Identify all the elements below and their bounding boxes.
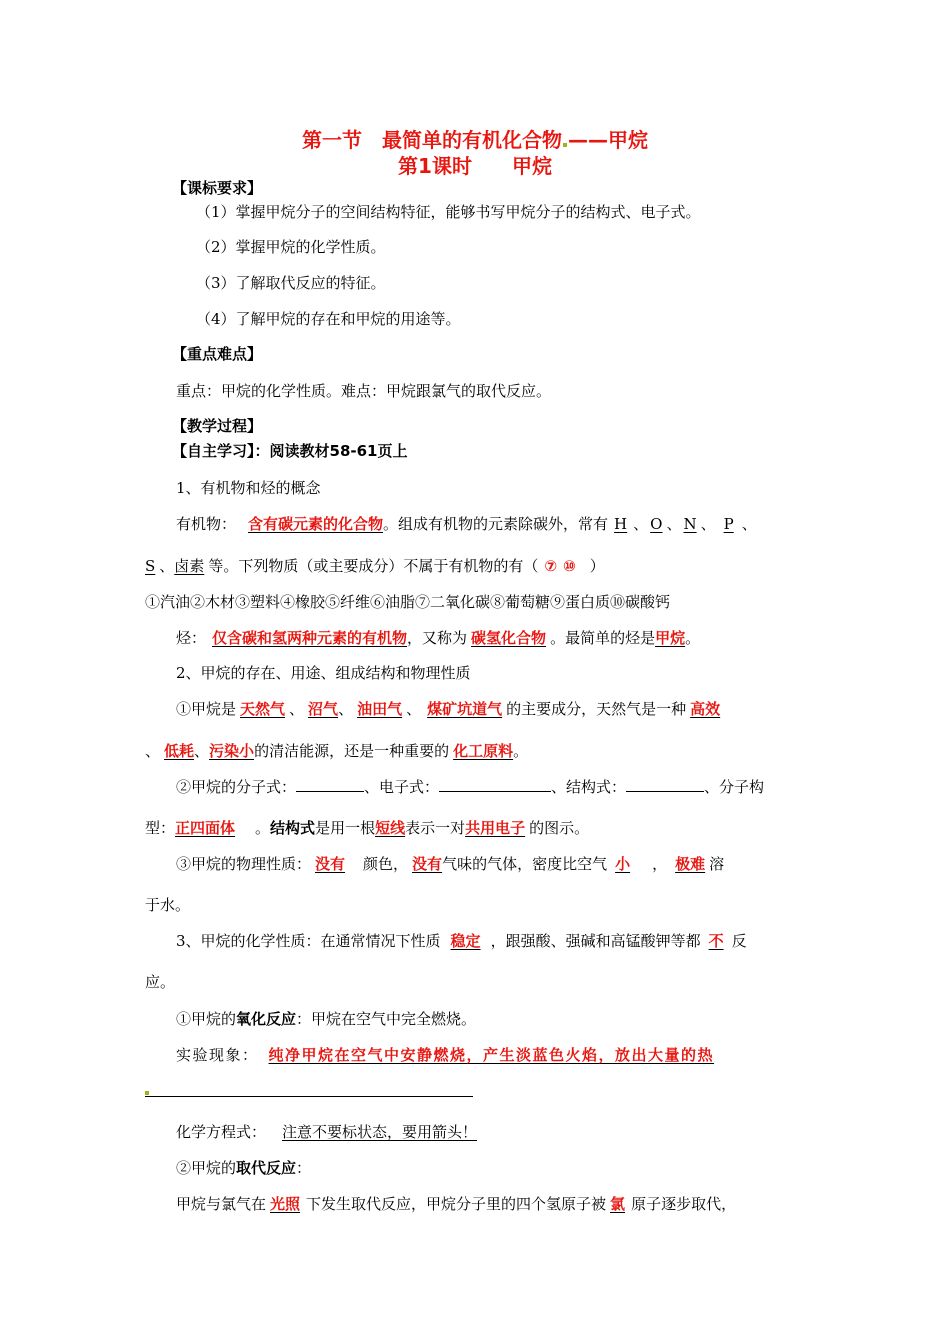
page-subtitle: 第1课时 甲烷 xyxy=(398,154,552,178)
answer-chem-material: 化工原料 xyxy=(453,742,514,760)
separator: 、 xyxy=(666,515,682,533)
term-oxidation: 氧化反应 xyxy=(236,1010,297,1028)
text: ，跟强酸、强碱和高锰酸钾等都 xyxy=(490,932,701,950)
element-s: S xyxy=(145,557,156,575)
s3-line4 xyxy=(176,1044,714,1066)
text: ②甲烷的分子式： xyxy=(176,778,297,796)
requirement-1: （1）掌握甲烷分子的空间结构特征，能够书写甲烷分子的结构式、电子式。 xyxy=(196,203,701,221)
element-halogen: 卤素 xyxy=(174,557,205,575)
text: 3、甲烷的化学性质：在通常情况下性质 xyxy=(176,932,441,950)
blank-structural-formula[interactable] xyxy=(626,776,704,792)
label-text: 有机物： xyxy=(176,515,237,533)
s3-line1 xyxy=(176,930,747,952)
answer-tetrahedron: 正四面体 xyxy=(175,819,236,837)
s2-line6: 于水。 xyxy=(145,896,191,914)
answer-less-dense: 小 xyxy=(615,855,631,873)
separator: 、 xyxy=(633,515,649,533)
answer-colorless: 没有 xyxy=(315,855,346,873)
text: ③甲烷的物理性质： xyxy=(176,855,312,873)
text: 。最简单的烃是 xyxy=(550,629,656,647)
s3-line3 xyxy=(176,1008,476,1030)
text: 。 xyxy=(685,629,701,647)
s3-line5 xyxy=(176,1121,477,1143)
text: ：甲烷在空气中完全燃烧。 xyxy=(296,1010,477,1028)
s2-line4 xyxy=(145,817,589,839)
text: 。 xyxy=(513,742,529,760)
answer-no-reaction: 不 xyxy=(708,932,724,950)
s3-line2: 应。 xyxy=(145,973,176,991)
text: 、结构式： xyxy=(551,778,627,796)
requirement-2: （2）掌握甲烷的化学性质。 xyxy=(196,238,386,256)
answer-low-pollution: 污染小 xyxy=(209,742,255,760)
keypoints-text: 重点：甲烷的化学性质。难点：甲烷跟氯气的取代反应。 xyxy=(176,382,552,400)
text: ， xyxy=(652,855,668,873)
s1-line4 xyxy=(176,627,700,649)
text: 烃： xyxy=(176,629,207,647)
text: 溶 xyxy=(709,855,725,873)
page-title xyxy=(0,124,950,153)
text: 颜色， xyxy=(363,855,409,873)
text: 表示一对 xyxy=(405,819,466,837)
separator: 、 xyxy=(194,742,210,760)
answer-phenomenon: 纯净甲烷在空气中安静燃烧，产生淡蓝色火焰，放出大量的热 xyxy=(268,1046,715,1064)
answer-methane: 甲烷 xyxy=(655,629,686,647)
answer-insoluble: 极难 xyxy=(675,855,706,873)
separator: 、 xyxy=(741,515,757,533)
text: 、电子式： xyxy=(364,778,440,796)
section-zzxx: 【自主学习】：阅读教材58-61页上 xyxy=(172,442,408,460)
requirement-4: （4）了解甲烷的存在和甲烷的用途等。 xyxy=(196,310,461,328)
answer-10: ⑩ xyxy=(563,557,576,575)
title-line1-a: 第一节 最简单的有机化合物 xyxy=(302,128,562,152)
separator: 、 xyxy=(145,742,161,760)
answer-efficient: 高效 xyxy=(690,700,721,718)
text: 等。下列物质（或主要成分）不属于有机物的有（ xyxy=(208,557,539,575)
answer-oilfield-gas: 油田气 xyxy=(357,700,403,718)
s1-line2 xyxy=(145,555,605,577)
answer-light: 光照 xyxy=(270,1195,301,1213)
s1-line1 xyxy=(176,513,757,535)
answer-mine-gas: 煤矿坑道气 xyxy=(427,700,503,718)
separator: 、 xyxy=(159,557,175,575)
text: 、分子构 xyxy=(704,778,765,796)
s2-line5 xyxy=(176,853,724,875)
text: 原子逐步取代， xyxy=(631,1195,737,1213)
answer-stable: 稳定 xyxy=(450,932,481,950)
element-h: H xyxy=(614,515,628,533)
text: 气味的气体，密度比空气 xyxy=(442,855,608,873)
answer-odorless: 没有 xyxy=(412,855,443,873)
text: 实验现象： xyxy=(176,1046,259,1064)
separator: 、 xyxy=(338,700,354,718)
text: 。 xyxy=(255,819,271,837)
s3-line7 xyxy=(176,1193,736,1215)
answer-organic: 含有碳元素的化合物 xyxy=(248,515,384,533)
text: 化学方程式： xyxy=(176,1123,267,1141)
answer-blank-line xyxy=(145,1096,473,1097)
s2-line2 xyxy=(145,740,528,762)
title-line1-b: ——甲烷 xyxy=(568,128,648,152)
text: 反 xyxy=(731,932,747,950)
green-dot-mark xyxy=(563,143,567,147)
note-equation: 注意不要标状态，要用箭头！ xyxy=(282,1123,478,1141)
element-o: O xyxy=(650,515,663,533)
s2-line1 xyxy=(176,698,720,720)
text: ，又称为 xyxy=(407,629,468,647)
text: ①甲烷的 xyxy=(176,1010,237,1028)
answer-chlorine: 氯 xyxy=(610,1195,626,1213)
element-n: N xyxy=(683,515,697,533)
answer-hydrocarbon-def: 仅含碳和氢两种元素的有机物 xyxy=(212,629,408,647)
s2-line3 xyxy=(176,776,764,798)
section-zdnd: 【重点难点】 xyxy=(172,345,263,363)
text: 型： xyxy=(145,819,176,837)
term-substitution: 取代反应 xyxy=(236,1159,297,1177)
text: 的清洁能源，还是一种重要的 xyxy=(254,742,450,760)
text: 的图示。 xyxy=(529,819,590,837)
blank-molecular-formula[interactable] xyxy=(296,776,364,792)
s2-heading: 2、甲烷的存在、用途、组成结构和物理性质 xyxy=(176,664,471,682)
answer-7: ⑦ xyxy=(544,557,558,575)
text: 。组成有机物的元素除碳外，常有 xyxy=(383,515,609,533)
section-jxgc: 【教学过程】 xyxy=(172,417,263,435)
green-dot-mark xyxy=(145,1091,149,1095)
blank-electron-formula[interactable] xyxy=(439,776,551,792)
term-structural-formula: 结构式 xyxy=(270,819,316,837)
text: ： xyxy=(296,1159,312,1177)
s3-line6 xyxy=(176,1157,311,1179)
answer-shared-electrons: 共用电子 xyxy=(465,819,526,837)
s1-substance-list: ①汽油②木材③塑料④橡胶⑤纤维⑥油脂⑦二氧化碳⑧葡萄糖⑨蛋白质⑩碳酸钙 xyxy=(145,593,671,611)
text: 下发生取代反应，甲烷分子里的四个氢原子被 xyxy=(306,1195,607,1213)
text: 是用一根 xyxy=(315,819,376,837)
s1-heading: 1、有机物和烃的概念 xyxy=(176,479,321,497)
text: ） xyxy=(589,557,605,575)
separator: 、 xyxy=(289,700,305,718)
separator: 、 xyxy=(406,700,422,718)
text: ②甲烷的 xyxy=(176,1159,237,1177)
requirement-3: （3）了解取代反应的特征。 xyxy=(196,274,386,292)
answer-low-cost: 低耗 xyxy=(164,742,195,760)
answer-natural-gas: 天然气 xyxy=(240,700,286,718)
section-kbyq: 【课标要求】 xyxy=(172,179,263,197)
element-p: P xyxy=(723,515,734,533)
text: 甲烷与氯气在 xyxy=(176,1195,267,1213)
text: ①甲烷是 xyxy=(176,700,237,718)
text: 的主要成分，天然气是一种 xyxy=(506,700,687,718)
separator: 、 xyxy=(700,515,716,533)
answer-biogas: 沼气 xyxy=(308,700,339,718)
answer-short-line: 短线 xyxy=(375,819,406,837)
answer-hydrocarbon-alias: 碳氢化合物 xyxy=(471,629,547,647)
